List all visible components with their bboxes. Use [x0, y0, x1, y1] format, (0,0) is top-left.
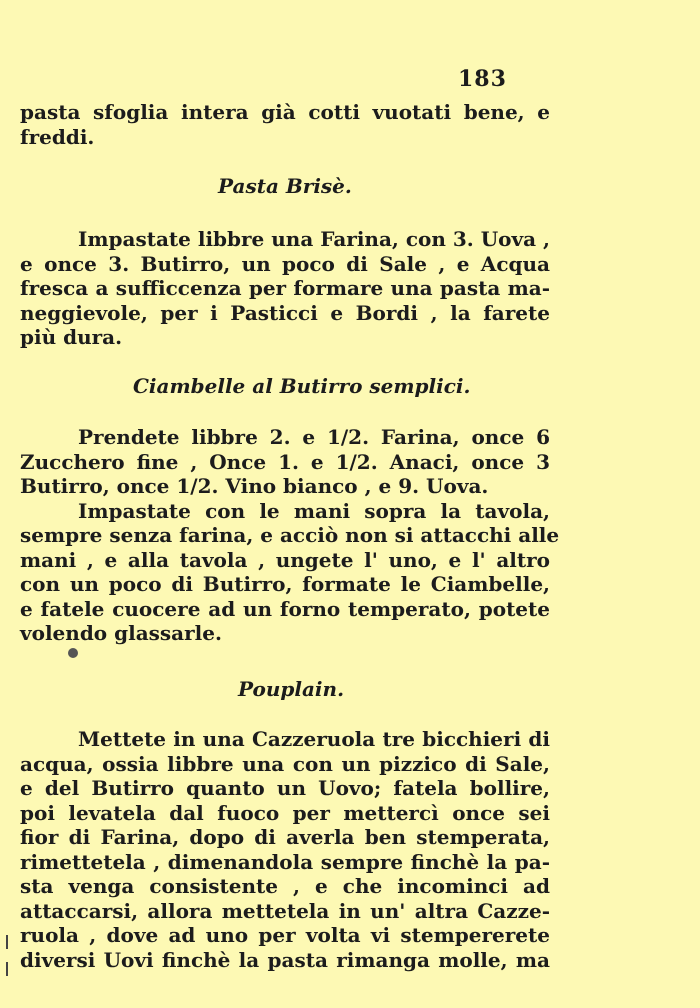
- text-line: con un poco di Butirro, formate le Ciambelle,: [20, 572, 550, 596]
- text-line: Impastate con le mani sopra la tavola,: [78, 498, 550, 523]
- text-line: diversi Uovi finchè la pasta rimanga molle, ma: [20, 947, 550, 972]
- paragraph-pasta-brise: [20, 227, 550, 350]
- text-line: Prendete libbre 2. e 1/2. Farina, once 6: [78, 425, 550, 449]
- text-line: Mettete in una Cazzeruola tre bicchieri di: [78, 727, 550, 751]
- text-line: poi levatela dal fuoco per mettercì once sei: [20, 800, 550, 825]
- page-number: 183: [458, 66, 507, 92]
- text-line: e once 3. Butirro, un poco di Sale , e Acqua: [20, 251, 550, 276]
- intro-paragraph: [20, 100, 550, 149]
- margin-mark: [6, 935, 8, 949]
- ink-speck: [68, 648, 78, 658]
- text-line: mani , e alla tavola , ungete l' uno, e l' altro: [20, 547, 550, 572]
- section-heading-pouplain: Pouplain.: [238, 677, 345, 701]
- text-line: freddi.: [20, 124, 95, 149]
- text-line: fresca a sufficcenza per formare una pasta ma-: [20, 276, 550, 300]
- text-line: pasta sfoglia intera già cotti vuotati bene, e: [20, 100, 550, 124]
- text-line: attaccarsi, allora mettetela in un' altra Cazze-: [20, 898, 550, 923]
- text-line: Impastate libbre una Farina, con 3. Uova ,: [78, 227, 551, 251]
- margin-mark: [6, 962, 8, 976]
- text-line: sempre senza farina, e acciò non si attacchi alle: [20, 523, 560, 547]
- text-line: fior di Farina, dopo di averla ben stemperata,: [20, 825, 550, 849]
- text-line: Butirro, once 1/2. Vino bianco , e 9. Uova.: [20, 474, 489, 498]
- text-line: rimettetela , dimenandola sempre finchè la pa-: [20, 849, 550, 874]
- text-line: sta venga consistente , e che incominci ad: [20, 874, 550, 898]
- paragraph-pouplain: [20, 727, 550, 972]
- text-line: ruola , dove ad uno per volta vi stempererete: [20, 923, 550, 947]
- text-line: neggievole, per i Pasticci e Bordi , la farete: [20, 300, 550, 325]
- text-line: e fatele cuocere ad un forno temperato, potete: [20, 596, 550, 621]
- text-line: Zucchero fine , Once 1. e 1/2. Anaci, once 3: [20, 449, 550, 474]
- text-line: e del Butirro quanto un Uovo; fatela bollire,: [20, 776, 550, 800]
- text-line: acqua, ossia libbre una con un pizzico di Sale,: [20, 751, 550, 776]
- paragraph-ciambelle: [20, 425, 560, 646]
- text-line: volendo glassarle.: [20, 621, 222, 645]
- section-heading-ciambelle: Ciambelle al Butirro semplici.: [133, 374, 471, 398]
- section-heading-pasta-brise: Pasta Brisè.: [218, 174, 352, 198]
- text-line: più dura.: [20, 325, 123, 349]
